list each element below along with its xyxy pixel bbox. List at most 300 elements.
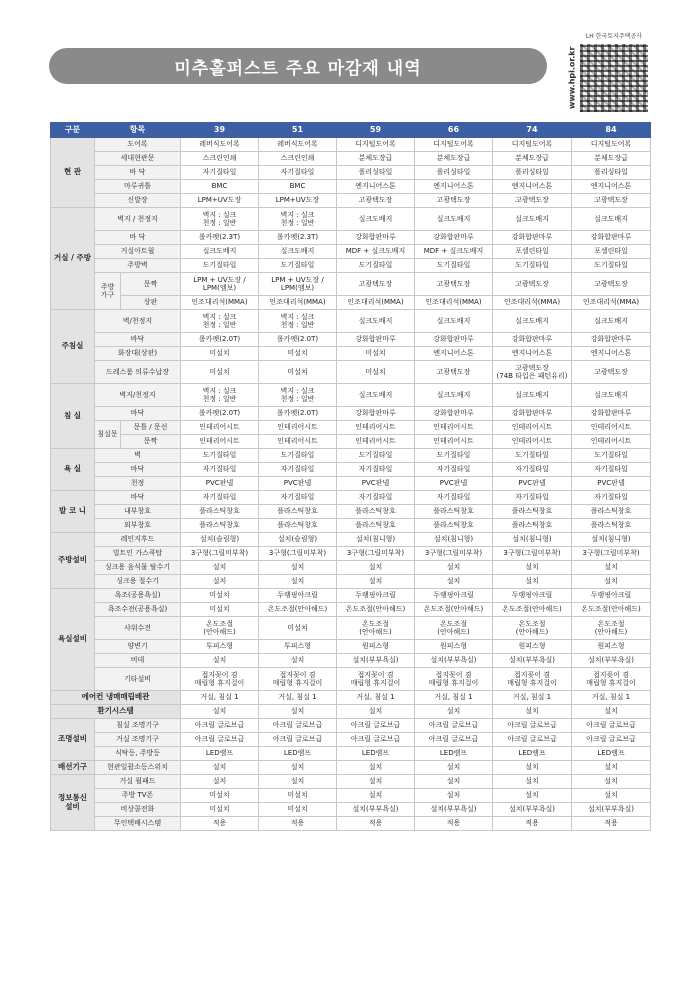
value-cell: 강화합판마루 — [415, 333, 493, 347]
value-cell: 강화합판마루 — [493, 333, 572, 347]
item-cell: 화장대(상판) — [95, 347, 181, 361]
value-cell: 강화합판마루 — [572, 407, 651, 421]
value-cell: PVC판넬 — [572, 477, 651, 491]
table-row — [51, 747, 651, 761]
value-cell: 투피스형 — [259, 640, 337, 654]
category-cell: 욕 실 — [51, 449, 95, 491]
item-cell: 비상콜전화 — [95, 803, 181, 817]
value-cell: 온도조절(안아해드) — [415, 603, 493, 617]
value-cell: 실크도배지 — [415, 384, 493, 407]
value-cell: 강화합판마루 — [493, 407, 572, 421]
value-cell: PVC판넬 — [181, 477, 259, 491]
value-cell: 디지털도어록 — [572, 138, 651, 152]
value-cell: 자기질타일 — [259, 166, 337, 180]
value-cell: 벽지 : 실크 천정 : 일반 — [181, 310, 259, 333]
item-cell: 침실 조명기구 — [95, 719, 181, 733]
value-cell: 아크릴 글로브급 — [493, 719, 572, 733]
value-cell: 플라스틱창호 — [181, 519, 259, 533]
value-cell: 아크릴 글로브급 — [181, 719, 259, 733]
value-cell: 접지꽂이 겸 매립형 휴지걸이 — [572, 668, 651, 691]
value-cell: 롤카펫(2.0T) — [259, 333, 337, 347]
value-cell: LED램프 — [572, 747, 651, 761]
table-row — [51, 194, 651, 208]
value-cell: 미설치 — [259, 347, 337, 361]
value-cell: 설치 — [415, 561, 493, 575]
value-cell: 온도조절 (안아해드) — [181, 617, 259, 640]
category-cell: 주방설비 — [51, 533, 95, 589]
item-cell: 벽 — [95, 449, 181, 463]
item-cell: 바닥 — [95, 491, 181, 505]
value-cell: 강화합판마루 — [415, 231, 493, 245]
title-banner — [49, 48, 547, 84]
table-row — [51, 533, 651, 547]
value-cell: 플라스틱창호 — [259, 505, 337, 519]
value-cell: 벽지 : 실크 천정 : 일반 — [181, 208, 259, 231]
qr-block — [566, 32, 648, 114]
value-cell: LED램프 — [259, 747, 337, 761]
category-cell: 거실 / 주방 — [51, 208, 95, 310]
value-cell: 원피스형 — [572, 640, 651, 654]
value-cell: 설치 — [415, 705, 493, 719]
value-cell: 원피스형 — [493, 640, 572, 654]
value-cell: 엔지니어스톤 — [572, 180, 651, 194]
value-cell: 레버식도어록 — [181, 138, 259, 152]
value-cell: 적용 — [259, 817, 337, 831]
value-cell: 미설치 — [259, 803, 337, 817]
item-cell: 바닥 — [95, 463, 181, 477]
value-cell: 설치 — [415, 789, 493, 803]
value-cell: 롤카펫(2.0T) — [259, 407, 337, 421]
item-cell: 바닥 — [95, 407, 181, 421]
value-cell: 엔지니어스톤 — [493, 180, 572, 194]
item-cell: 거실 월패드 — [95, 775, 181, 789]
value-cell: 3구형(그릴미부착) — [259, 547, 337, 561]
value-cell: 실크도배지 — [337, 310, 415, 333]
value-cell: 자기질타일 — [415, 463, 493, 477]
value-cell: 설치 — [493, 705, 572, 719]
value-cell: 자기질타일 — [259, 491, 337, 505]
value-cell: 인테리어시트 — [181, 435, 259, 449]
value-cell: BMC — [259, 180, 337, 194]
value-cell: 설치 — [337, 575, 415, 589]
value-cell: 아크릴 글로브급 — [415, 719, 493, 733]
item-cell: 외부창호 — [95, 519, 181, 533]
table-row — [51, 180, 651, 194]
item-cell: 신발장 — [95, 194, 181, 208]
value-cell: 설치 — [572, 705, 651, 719]
table-row — [51, 817, 651, 831]
value-cell: MDF + 실크도배지 — [415, 245, 493, 259]
table-row — [51, 761, 651, 775]
value-cell: 엔지니어스톤 — [337, 180, 415, 194]
value-cell: 자기질타일 — [181, 463, 259, 477]
item-cell: 상판 — [121, 296, 181, 310]
value-cell: 디지털도어록 — [337, 138, 415, 152]
value-cell: 거실, 침실 1 — [572, 691, 651, 705]
item-cell: 문짝 — [121, 273, 181, 296]
value-cell: 접지꽂이 겸 매립형 휴지걸이 — [337, 668, 415, 691]
item-cell: 세대현관문 — [95, 152, 181, 166]
value-cell: 설치(부부욕실) — [415, 654, 493, 668]
table-row — [51, 491, 651, 505]
value-cell: 온도조절(안아해드) — [259, 603, 337, 617]
value-cell: 도기질타일 — [181, 449, 259, 463]
value-cell: 롤카펫(2.0T) — [181, 333, 259, 347]
value-cell: 엔지니어스톤 — [493, 347, 572, 361]
value-cell: 인테리어시트 — [493, 435, 572, 449]
value-cell: 아크릴 글로브급 — [337, 733, 415, 747]
value-cell: 설치 — [181, 654, 259, 668]
value-cell: 3구형(그릴미부착) — [572, 547, 651, 561]
value-cell: PVC판넬 — [259, 477, 337, 491]
value-cell: 인조대리석(MMA) — [259, 296, 337, 310]
value-cell: 강화합판마루 — [572, 333, 651, 347]
value-cell: 설치 — [337, 561, 415, 575]
value-cell: 설치 — [415, 575, 493, 589]
value-cell: 3구형(그릴미부착) — [181, 547, 259, 561]
value-cell: PVC판넬 — [337, 477, 415, 491]
value-cell: 고광택도장 — [415, 194, 493, 208]
table-row — [51, 449, 651, 463]
value-cell: LPM + UV도장 / LPM(엠보) — [181, 273, 259, 296]
item-cell: 싱크용 음식물 탈수기 — [95, 561, 181, 575]
value-cell: 고광택도장 — [337, 194, 415, 208]
value-cell: 미설치 — [337, 347, 415, 361]
value-cell: LPM+UV도장 — [181, 194, 259, 208]
header-cell: 66 — [415, 123, 493, 138]
value-cell: 도기질타일 — [337, 259, 415, 273]
table-row — [51, 803, 651, 817]
value-cell: 미설치 — [259, 617, 337, 640]
value-cell: 도기질타일 — [415, 449, 493, 463]
value-cell: 플라스틱창호 — [493, 505, 572, 519]
value-cell: LPM + UV도장 / LPM(엠보) — [259, 273, 337, 296]
value-cell: 고광택도장 — [337, 273, 415, 296]
subgroup-cell: 주방 가구 — [95, 273, 121, 310]
item-cell: 내부창호 — [95, 505, 181, 519]
value-cell: 자기질타일 — [572, 491, 651, 505]
item-cell: 벽지 / 천정지 — [95, 208, 181, 231]
value-cell: 인테리어시트 — [337, 435, 415, 449]
value-cell: 적용 — [493, 817, 572, 831]
value-cell: 설치(부부욕실) — [572, 803, 651, 817]
category-cell: 환기시스템 — [51, 705, 181, 719]
value-cell: 온도조절(안아해드) — [337, 603, 415, 617]
value-cell: 스크린인쇄 — [259, 152, 337, 166]
category-cell: 현 관 — [51, 138, 95, 208]
value-cell: 고광택도장 — [572, 273, 651, 296]
qr-caption: LH 한국토지주택공사 — [585, 33, 643, 40]
value-cell: 설치 — [572, 789, 651, 803]
value-cell: 설치 — [337, 705, 415, 719]
value-cell: 설치(침니형) — [337, 533, 415, 547]
category-cell: 조명설비 — [51, 719, 95, 761]
value-cell: 설치 — [493, 561, 572, 575]
table-row — [51, 733, 651, 747]
value-cell: 3구형(그릴미부착) — [493, 547, 572, 561]
value-cell: 자기질타일 — [259, 463, 337, 477]
value-cell: 온도조절 (안아해드) — [337, 617, 415, 640]
table-row — [51, 561, 651, 575]
value-cell: 고광택도장 — [415, 273, 493, 296]
value-cell: 실크도배지 — [415, 208, 493, 231]
value-cell: 롤카펫(2.3T) — [259, 231, 337, 245]
value-cell: 거실, 침실 1 — [181, 691, 259, 705]
value-cell: 인테리어시트 — [572, 435, 651, 449]
table-row — [51, 231, 651, 245]
value-cell: 분체도장급 — [337, 152, 415, 166]
value-cell: 접지꽂이 겸 매립형 휴지걸이 — [259, 668, 337, 691]
value-cell: 거실, 침실 1 — [337, 691, 415, 705]
value-cell: 벽지 : 실크 천정 : 일반 — [259, 384, 337, 407]
table-row — [51, 575, 651, 589]
value-cell: 강화합판마루 — [337, 407, 415, 421]
item-cell: 주방벽 — [95, 259, 181, 273]
value-cell: 두랭핑아크릴 — [259, 589, 337, 603]
value-cell: PVC판넬 — [493, 477, 572, 491]
table-row — [51, 273, 651, 296]
table-row — [51, 259, 651, 273]
value-cell: 스크린인쇄 — [181, 152, 259, 166]
value-cell: 분체도장급 — [572, 152, 651, 166]
value-cell: 인테리어시트 — [493, 421, 572, 435]
item-cell: 싱크용 절수기 — [95, 575, 181, 589]
value-cell: 인테리어시트 — [415, 435, 493, 449]
value-cell: 설치 — [493, 575, 572, 589]
value-cell: 실크도배지 — [572, 384, 651, 407]
header-cell: 74 — [493, 123, 572, 138]
value-cell: 설치 — [259, 775, 337, 789]
value-cell: 실크도배지 — [493, 310, 572, 333]
value-cell: 설치 — [572, 775, 651, 789]
value-cell: 접지꽂이 겸 매립형 휴지걸이 — [493, 668, 572, 691]
table-row — [51, 245, 651, 259]
value-cell: 자기질타일 — [572, 463, 651, 477]
category-cell: 에어컨 냉매매립배관 — [51, 691, 181, 705]
value-cell: 벽지 : 실크 천정 : 일반 — [181, 384, 259, 407]
value-cell: 아크릴 글로브급 — [259, 719, 337, 733]
value-cell: 적용 — [181, 817, 259, 831]
header-cell: 39 — [181, 123, 259, 138]
item-cell: 바 닥 — [95, 166, 181, 180]
value-cell: 롤카펫(2.3T) — [181, 231, 259, 245]
value-cell: 강화합판마루 — [337, 333, 415, 347]
value-cell: 디지털도어록 — [415, 138, 493, 152]
value-cell: 실크도배지 — [572, 208, 651, 231]
value-cell: 미설치 — [181, 361, 259, 384]
value-cell: 플라스틱창호 — [415, 505, 493, 519]
item-cell: 도어록 — [95, 138, 181, 152]
value-cell: 설치(부부욕실) — [337, 803, 415, 817]
value-cell: 적용 — [572, 817, 651, 831]
value-cell: 인테리어시트 — [415, 421, 493, 435]
value-cell: 실크도배지 — [572, 310, 651, 333]
value-cell: 자기질타일 — [493, 463, 572, 477]
value-cell: 실크도배지 — [493, 384, 572, 407]
value-cell: 적용 — [415, 817, 493, 831]
table-row — [51, 463, 651, 477]
item-cell: 바닥 — [95, 333, 181, 347]
value-cell: 인테리어시트 — [337, 421, 415, 435]
table-row — [51, 654, 651, 668]
value-cell: LED램프 — [493, 747, 572, 761]
table-row — [51, 152, 651, 166]
category-cell: 침 실 — [51, 384, 95, 449]
value-cell: 설치(침니형) — [572, 533, 651, 547]
value-cell: 아크릴 글로브급 — [337, 719, 415, 733]
value-cell: 접지꽂이 겸 매립형 휴지걸이 — [415, 668, 493, 691]
value-cell: 미설치 — [259, 789, 337, 803]
value-cell: 적용 — [337, 817, 415, 831]
value-cell: LED램프 — [337, 747, 415, 761]
value-cell: 설치 — [493, 775, 572, 789]
value-cell: MDF + 실크도배지 — [337, 245, 415, 259]
value-cell: 인조대리석(MMA) — [181, 296, 259, 310]
item-cell: 거실아트월 — [95, 245, 181, 259]
value-cell: 폴리싱타일 — [337, 166, 415, 180]
value-cell: 설치 — [572, 561, 651, 575]
table-row — [51, 208, 651, 231]
item-cell: 빌트인 가스쿡탑 — [95, 547, 181, 561]
value-cell: 고광택도장 — [493, 273, 572, 296]
value-cell: 도기질타일 — [259, 449, 337, 463]
value-cell: 인조대리석(MMA) — [493, 296, 572, 310]
value-cell: 두랭핑아크릴 — [493, 589, 572, 603]
value-cell: 미설치 — [181, 603, 259, 617]
table-row — [51, 421, 651, 435]
table-row — [51, 691, 651, 705]
value-cell: 설치(부부욕실) — [493, 654, 572, 668]
value-cell: 설치 — [181, 561, 259, 575]
value-cell: 미설치 — [181, 789, 259, 803]
category-cell: 배선기구 — [51, 761, 95, 775]
value-cell: 플라스틱창호 — [493, 519, 572, 533]
item-cell: 문틀 / 문선 — [121, 421, 181, 435]
value-cell: 인조대리석(MMA) — [415, 296, 493, 310]
value-cell: LPM+UV도장 — [259, 194, 337, 208]
value-cell: 아크릴 글로브급 — [415, 733, 493, 747]
value-cell: 플라스틱창호 — [181, 505, 259, 519]
value-cell: 폴리싱타일 — [493, 166, 572, 180]
item-cell: 레인지후드 — [95, 533, 181, 547]
value-cell: 플라스틱창호 — [415, 519, 493, 533]
value-cell: 플라스틱창호 — [337, 505, 415, 519]
value-cell: 포셀린타일 — [493, 245, 572, 259]
subgroup-cell: 침실문 — [95, 421, 121, 449]
value-cell: 온도조절 (안아해드) — [415, 617, 493, 640]
value-cell: 미설치 — [259, 361, 337, 384]
value-cell: 설치(부부욕실) — [337, 654, 415, 668]
value-cell: 설치 — [337, 775, 415, 789]
page-title: 미추홀퍼스트 주요 마감재 내역 — [174, 58, 422, 79]
value-cell: 설치 — [493, 761, 572, 775]
category-cell: 주침실 — [51, 310, 95, 384]
table-row — [51, 296, 651, 310]
table-row — [51, 435, 651, 449]
value-cell: 거실, 침실 1 — [493, 691, 572, 705]
value-cell: 강화합판마루 — [337, 231, 415, 245]
value-cell: 도기질타일 — [181, 259, 259, 273]
value-cell: 고광택도장 (74B 타입은 패턴유리) — [493, 361, 572, 384]
value-cell: 접지꽂이 겸 매립형 휴지걸이 — [181, 668, 259, 691]
header-cell: 구분 — [51, 123, 95, 138]
value-cell: 엔지니어스톤 — [415, 347, 493, 361]
value-cell: 설치 — [181, 705, 259, 719]
value-cell: 설치(부부욕실) — [493, 803, 572, 817]
value-cell: LED램프 — [181, 747, 259, 761]
value-cell: 벽지 : 실크 천정 : 일반 — [259, 208, 337, 231]
value-cell: 설치(슬림형) — [181, 533, 259, 547]
value-cell: 자기질타일 — [415, 491, 493, 505]
value-cell: 도기질타일 — [259, 259, 337, 273]
value-cell: 투피스형 — [181, 640, 259, 654]
value-cell: 원피스형 — [415, 640, 493, 654]
value-cell: 분체도장급 — [415, 152, 493, 166]
value-cell: 설치 — [181, 775, 259, 789]
value-cell: 아크릴 글로브급 — [572, 733, 651, 747]
value-cell: 미설치 — [181, 803, 259, 817]
value-cell: 온도조절 (안아해드) — [493, 617, 572, 640]
value-cell: 실크도배지 — [493, 208, 572, 231]
value-cell: 설치(침니형) — [415, 533, 493, 547]
header-cell: 51 — [259, 123, 337, 138]
value-cell: 자기질타일 — [181, 166, 259, 180]
value-cell: 설치(부부욕실) — [415, 803, 493, 817]
finish-spec-table — [50, 122, 651, 831]
item-cell: 양변기 — [95, 640, 181, 654]
value-cell: PVC판넬 — [415, 477, 493, 491]
item-cell: 샤워수전 — [95, 617, 181, 640]
value-cell: 설치(침니형) — [493, 533, 572, 547]
item-cell: 벽지/천정지 — [95, 384, 181, 407]
value-cell: 설치 — [415, 775, 493, 789]
item-cell: 욕조수전(공용욕실) — [95, 603, 181, 617]
value-cell: 아크릴 글로브급 — [259, 733, 337, 747]
value-cell: 폴리싱타일 — [572, 166, 651, 180]
value-cell: 두랭핑아크릴 — [415, 589, 493, 603]
value-cell: 인테리어시트 — [572, 421, 651, 435]
value-cell: 고광택도장 — [415, 361, 493, 384]
category-cell: 발 코 니 — [51, 491, 95, 533]
table-row — [51, 384, 651, 407]
value-cell: 고광택도장 — [572, 194, 651, 208]
table-row — [51, 347, 651, 361]
value-cell: 도기질타일 — [493, 259, 572, 273]
value-cell: 두랭핑아크릴 — [337, 589, 415, 603]
qr-code-icon[interactable] — [580, 44, 648, 112]
value-cell: 도기질타일 — [337, 449, 415, 463]
value-cell: 엔지니어스톤 — [572, 347, 651, 361]
value-cell: 실크도배지 — [337, 208, 415, 231]
item-cell: 주방 TV폰 — [95, 789, 181, 803]
value-cell: 강화합판마루 — [493, 231, 572, 245]
value-cell: 도기질타일 — [415, 259, 493, 273]
table-row — [51, 333, 651, 347]
value-cell: 강화합판마루 — [415, 407, 493, 421]
value-cell: 플라스틱창호 — [572, 519, 651, 533]
value-cell: 인조대리석(MMA) — [337, 296, 415, 310]
value-cell: 분체도장급 — [493, 152, 572, 166]
value-cell: 자기질타일 — [493, 491, 572, 505]
value-cell: 온도조절(안아해드) — [572, 603, 651, 617]
value-cell: 설치 — [181, 575, 259, 589]
table-row — [51, 407, 651, 421]
value-cell: 자기질타일 — [181, 491, 259, 505]
category-cell: 욕실설비 — [51, 589, 95, 691]
value-cell: LED램프 — [415, 747, 493, 761]
header-cell: 항목 — [95, 123, 181, 138]
value-cell: 롤카펫(2.0T) — [181, 407, 259, 421]
